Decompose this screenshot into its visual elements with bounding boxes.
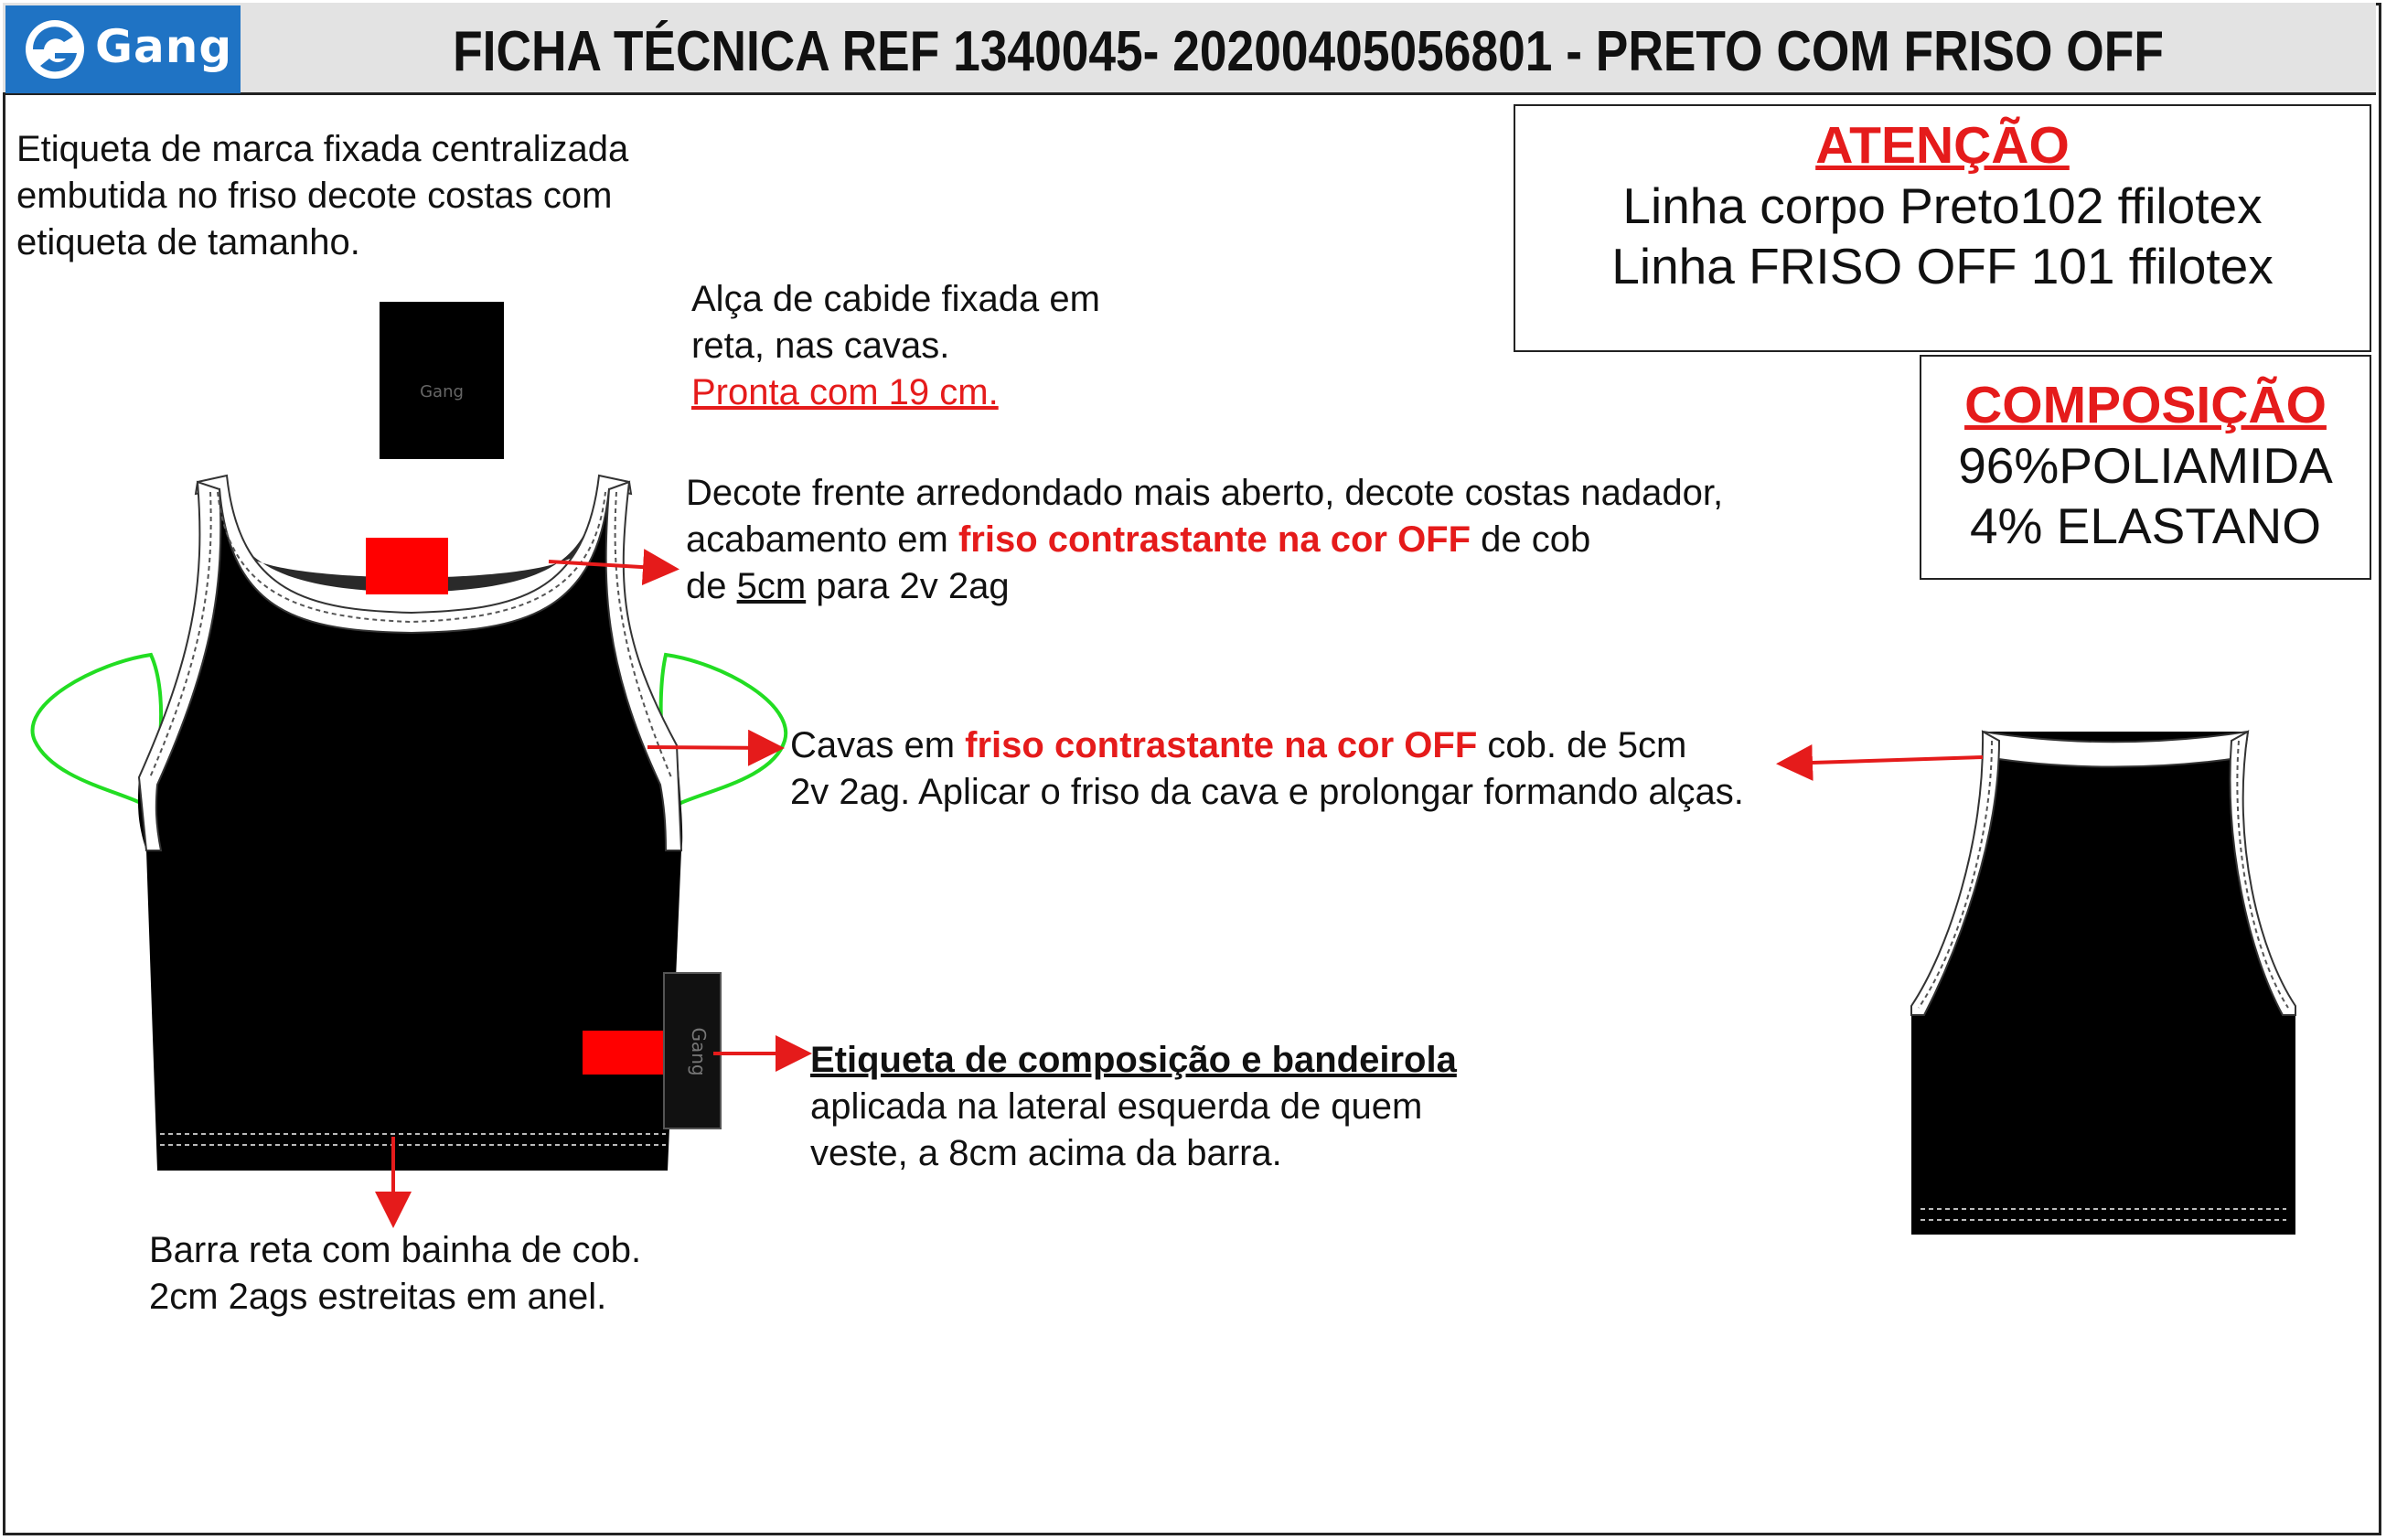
note-neckline-highlight: friso contrastante na cor OFF <box>958 519 1471 560</box>
note-armhole <box>790 722 1744 816</box>
composition-label-position <box>583 1031 667 1075</box>
note-composition-label-title: Etiqueta de composição e bandeirola <box>810 1040 1457 1080</box>
armhole-arrow <box>647 747 777 748</box>
attention-box <box>1514 104 2371 352</box>
note-armhole-text: Cavas em <box>790 725 966 765</box>
note-neckline-measure: 5cm <box>736 566 807 606</box>
note-composition-label <box>810 1037 1457 1177</box>
garment-front <box>138 476 721 1171</box>
note-brand-label-line3: etiqueta de tamanho. <box>16 222 360 262</box>
composition-flag-text: Gang <box>688 1027 710 1076</box>
brand-label-position <box>366 538 448 594</box>
note-neckline <box>686 470 1723 610</box>
brand-label-text: Gang <box>420 382 464 401</box>
note-hem-line1: Barra reta com bainha de cob. <box>149 1230 642 1270</box>
page-title: FICHA TÉCNICA REF 1340045- 20200405056801 - PRETO COM FRISO OFF <box>453 20 2164 83</box>
note-composition-label-line2: aplicada na lateral esquerda de quem <box>810 1086 1423 1127</box>
composition-box <box>1920 355 2371 580</box>
note-composition-label-line3: veste, a 8cm acima da barra. <box>810 1133 1282 1173</box>
note-neckline-text: acabamento em <box>686 519 958 560</box>
note-hem-line2: 2cm 2ags estreitas em anel. <box>149 1277 607 1317</box>
note-hanger-line2: reta, nas cavas. <box>691 326 950 366</box>
note-brand-label <box>16 126 628 266</box>
attention-line1: Linha corpo Preto102 ffilotex <box>1622 177 2263 234</box>
note-neckline-text-end: de cob <box>1471 519 1591 560</box>
note-hanger-line1: Alça de cabide fixada em <box>691 279 1100 319</box>
attention-line2: Linha FRISO OFF 101 ffilotex <box>1611 238 2274 294</box>
note-neckline-text: de <box>686 566 737 606</box>
note-neckline-line2 <box>686 517 1723 563</box>
note-neckline-text-end: para 2v 2ag <box>806 566 1010 606</box>
note-hem <box>149 1227 641 1321</box>
hanger-loop-right <box>661 655 786 805</box>
garment-back <box>1911 732 2295 1235</box>
note-armhole-highlight: friso contrastante na cor OFF <box>965 725 1478 765</box>
brand-label-swatch <box>380 302 504 459</box>
brand-logo-text: Gang <box>95 20 233 73</box>
note-brand-label-line2: embutida no friso decote costas com <box>16 176 613 216</box>
note-brand-label-line1: Etiqueta de marca fixada centralizada <box>16 129 629 169</box>
back-armhole-arrow <box>1783 757 1983 764</box>
composition-heading: COMPOSIÇÃO <box>1964 376 2327 434</box>
attention-heading: ATENÇÃO <box>1815 116 2070 175</box>
note-hanger <box>691 276 1100 416</box>
note-neckline-line1: Decote frente arredondado mais aberto, decote costas nadador, <box>686 473 1724 513</box>
composition-line2: 4% ELASTANO <box>1969 497 2322 554</box>
composition-line1: 96%POLIAMIDA <box>1958 437 2333 494</box>
note-armhole-line1 <box>790 722 1744 769</box>
note-armhole-line2: 2v 2ag. Aplicar o friso da cava e prolongar formando alças. <box>790 772 1744 812</box>
note-armhole-text-end: cob. de 5cm <box>1477 725 1687 765</box>
note-neckline-line3 <box>686 563 1723 610</box>
note-hanger-line3: Pronta com 19 cm. <box>691 372 999 412</box>
